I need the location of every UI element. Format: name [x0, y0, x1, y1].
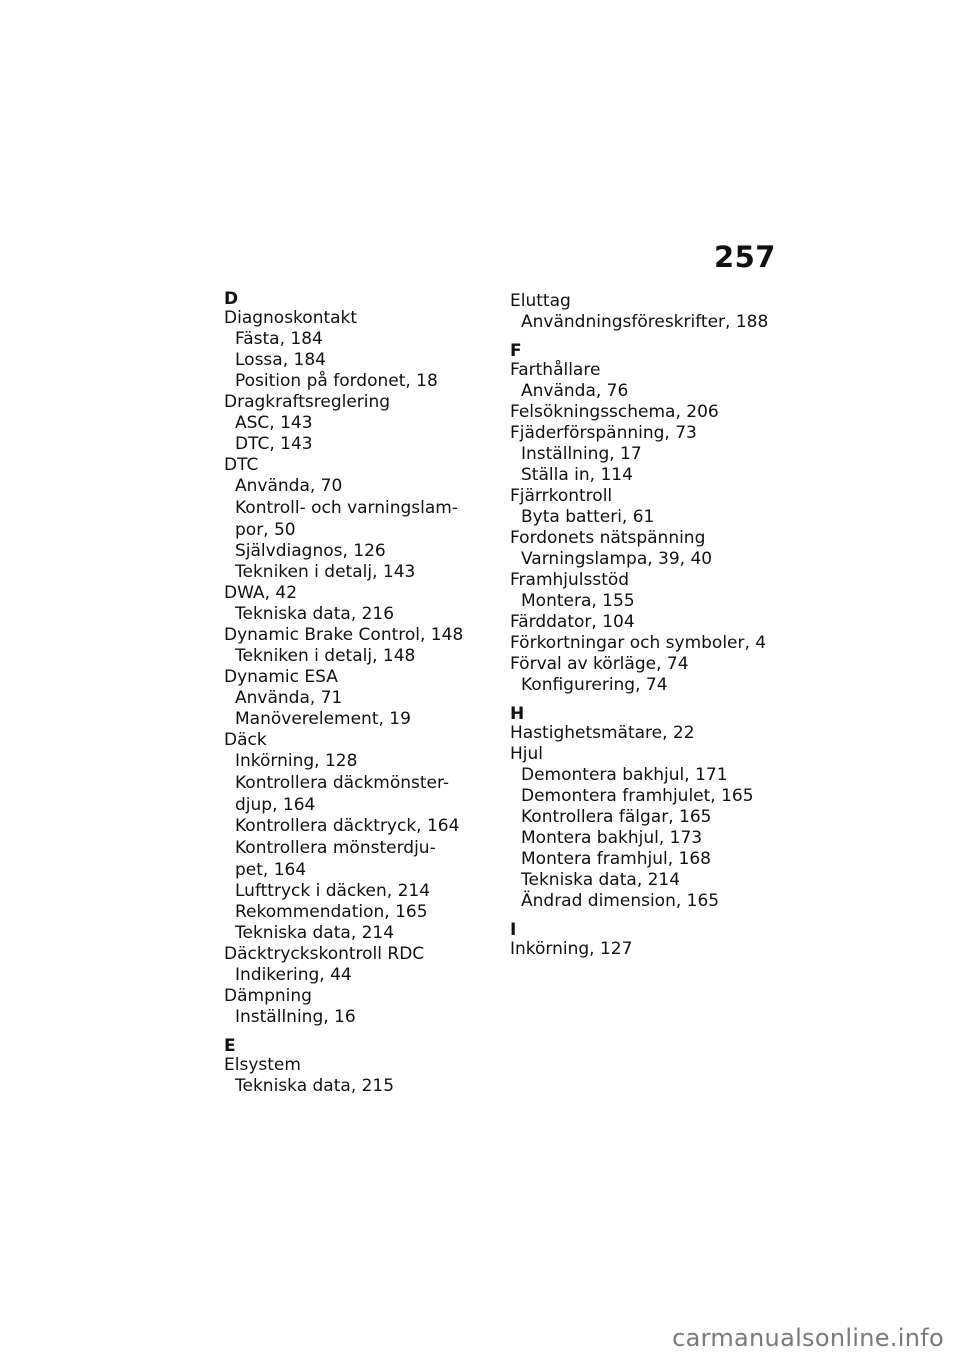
section-letter: E: [224, 1036, 236, 1056]
section-letter: I: [510, 920, 517, 940]
index-subentry: Montera framhjul, 168: [521, 849, 711, 869]
index-subentry: Montera bakhjul, 173: [521, 828, 703, 848]
index-subentry: djup, 164: [235, 795, 316, 815]
index-subentry: Indikering, 44: [235, 965, 352, 985]
index-subentry: Montera, 155: [521, 591, 635, 611]
index-subentry: Tekniska data, 216: [235, 604, 395, 624]
index-subentry: ASC, 143: [235, 413, 313, 433]
index-subentry: Tekniken i detalj, 143: [235, 562, 416, 582]
index-entry: Fjärrkontroll: [510, 486, 613, 506]
index-subentry: Kontroll- och varningslam-: [235, 498, 458, 518]
index-entry: Däcktryckskontroll RDC: [224, 944, 425, 964]
index-subentry: pet, 164: [235, 860, 307, 880]
index-entry: DWA, 42: [224, 583, 298, 603]
index-entry: Inkörning, 127: [510, 939, 633, 959]
index-section: [510, 343, 772, 696]
index-subentry: Inställning, 16: [235, 1007, 356, 1027]
index-subentry: Ställa in, 114: [521, 465, 633, 485]
index-subentry: Varningslampa, 39, 40: [521, 549, 713, 569]
index-section: [224, 1038, 486, 1097]
index-entry: Fordonets nätspänning: [510, 528, 706, 548]
section-letter: H: [510, 704, 525, 724]
index-subentry: Tekniska data, 214: [235, 923, 395, 943]
index-column-left: [224, 291, 486, 1107]
index-entry: DTC: [224, 455, 259, 475]
section-letter: F: [510, 341, 522, 361]
index-entry: Dragkraftsreglering: [224, 392, 391, 412]
index-subentry: Rekommendation, 165: [235, 902, 428, 922]
section-letter: D: [224, 289, 239, 309]
index-entry: Förval av körläge, 74: [510, 654, 689, 674]
index-subentry: Fästa, 184: [235, 329, 323, 349]
index-subentry: Demontera framhjulet, 165: [521, 786, 754, 806]
index-entry: Dynamic ESA: [224, 667, 338, 687]
index-section: [510, 922, 772, 960]
index-entry: Farthållare: [510, 360, 601, 380]
index-subentry: Lossa, 184: [235, 350, 326, 370]
index-subentry: Ändrad dimension, 165: [521, 891, 720, 911]
index-subentry: Använda, 76: [521, 381, 629, 401]
index-subentry: Position på fordonet, 18: [235, 371, 438, 391]
index-section: [224, 291, 486, 1028]
index-subentry: Kontrollera fälgar, 165: [521, 807, 712, 827]
index-subentry: Tekniken i detalj, 148: [235, 646, 416, 666]
index-column-right: [510, 291, 772, 970]
index-subentry: DTC, 143: [235, 434, 313, 454]
index-entry: Hastighetsmätare, 22: [510, 723, 695, 743]
index-subentry: Manöverelement, 19: [235, 709, 411, 729]
index-subentry: Inkörning, 128: [235, 751, 358, 771]
index-entry: Förkortningar och symboler, 4: [510, 633, 767, 653]
index-subentry: Lufttryck i däcken, 214: [235, 881, 431, 901]
index-entry: Diagnoskontakt: [224, 308, 358, 328]
index-entry: Färddator, 104: [510, 612, 635, 632]
index-entry: Felsökningsschema, 206: [510, 402, 719, 422]
watermark: carmanualsonline.info: [672, 1324, 944, 1352]
index-subentry: Användningsföreskrifter, 188: [521, 312, 769, 332]
page-number: 257: [713, 240, 776, 274]
index-subentry: por, 50: [235, 520, 296, 540]
index-section: [510, 291, 772, 333]
index-entry: Dämpning: [224, 986, 312, 1006]
index-section: [510, 706, 772, 912]
index-subentry: Inställning, 17: [521, 444, 642, 464]
index-subentry: Byta batteri, 61: [521, 507, 655, 527]
index-subentry: Kontrollera mönsterdju-: [235, 838, 436, 858]
index-entry: Hjul: [510, 744, 544, 764]
index-entry: Elsystem: [224, 1055, 301, 1075]
index-entry: Eluttag: [510, 291, 571, 311]
index-subentry: Konfigurering, 74: [521, 675, 668, 695]
index-subentry: Självdiagnos, 126: [235, 541, 386, 561]
index-subentry: Tekniska data, 215: [235, 1076, 395, 1096]
index-entry: Dynamic Brake Control, 148: [224, 625, 464, 645]
index-subentry: Kontrollera däcktryck, 164: [235, 816, 460, 836]
index-subentry: Tekniska data, 214: [521, 870, 681, 890]
index-subentry: Kontrollera däckmönster-: [235, 773, 450, 793]
index-subentry: Demontera bakhjul, 171: [521, 765, 728, 785]
index-entry: Däck: [224, 730, 267, 750]
index-subentry: Använda, 70: [235, 476, 343, 496]
index-subentry: Använda, 71: [235, 688, 343, 708]
index-entry: Framhjulsstöd: [510, 570, 630, 590]
index-entry: Fjäderförspänning, 73: [510, 423, 697, 443]
